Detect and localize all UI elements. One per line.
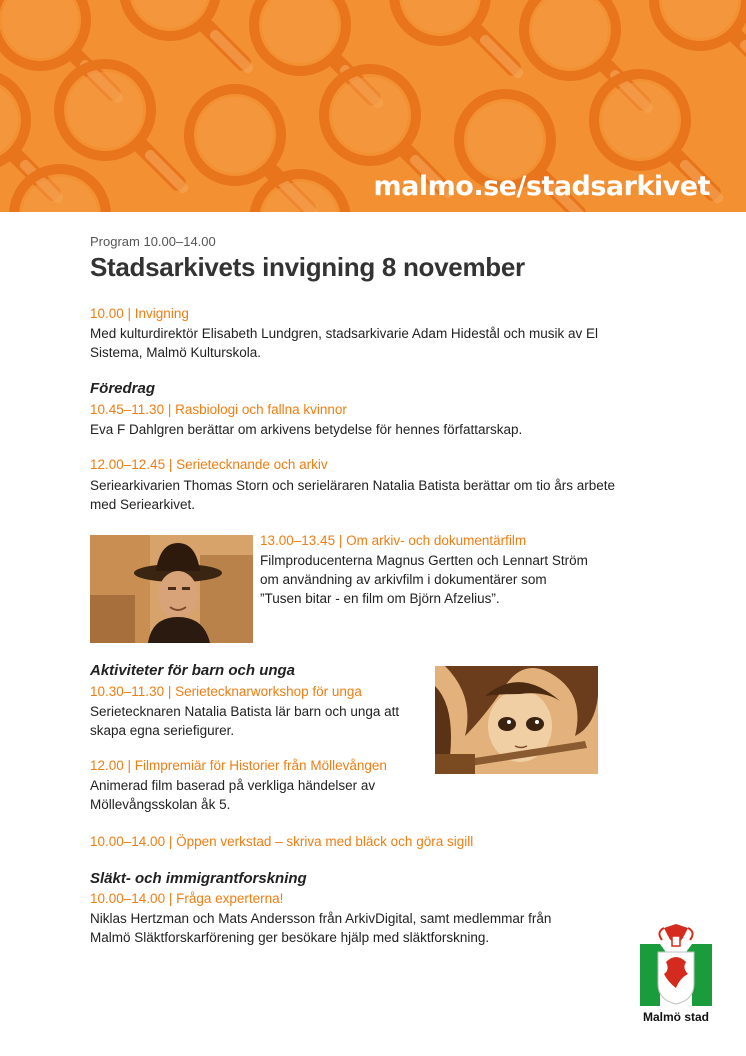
opening-desc: Med kulturdirektör Elisabeth Lundgren, stadsarkivarie Adam Hidestål och musik av El Sistema, Malmö Kulturskola. bbox=[90, 326, 598, 360]
kids-1-time-title: 10.30–11.30 | Serietecknarworkshop för unga bbox=[90, 684, 362, 699]
section-heading-genealogy: Släkt- och immigrantforskning bbox=[90, 870, 307, 887]
genealogy-1-desc: Niklas Hertzman och Mats Andersson från ArkivDigital, samt medlemmar från Malmö Släktforskarförening ger besökare hjälp med släktforskning. bbox=[90, 911, 552, 945]
program-subtitle: Program 10.00–14.00 bbox=[90, 234, 216, 249]
header-banner bbox=[0, 0, 746, 212]
lecture-1-time-title: 10.45–11.30 | Rasbiologi och fallna kvinnor bbox=[90, 402, 347, 417]
genealogy-1-time-title: 10.00–14.00 | Fråga experterna! bbox=[90, 891, 284, 906]
logo-text: Malmö stad bbox=[642, 1010, 709, 1024]
page-title: Stadsarkivets invigning 8 november bbox=[90, 252, 525, 282]
kids-1-desc: Serietecknaren Natalia Batista lär barn och unga att skapa egna seriefigurer. bbox=[90, 704, 400, 738]
malmo-coat-of-arms-icon bbox=[638, 922, 714, 1008]
malmo-stad-logo bbox=[638, 922, 714, 1026]
section-heading-kids: Aktiviteter för barn och unga bbox=[90, 662, 296, 679]
kids-2-desc: Animerad film baserad på verkliga händelser av Möllevångsskolan åk 5. bbox=[90, 778, 376, 812]
photo-manga-illustration bbox=[435, 666, 598, 774]
photo-filmmaker bbox=[90, 535, 253, 643]
lecture-2-time-title: 12.00–12.45 | Serietecknande och arkiv bbox=[90, 457, 328, 472]
lecture-3-desc: Filmproducenterna Magnus Gertten och Lennart Ström om användning av arkivfilm i dokumentärer som ”Tusen bitar - en film om Björn Afzelius”. bbox=[260, 553, 588, 606]
lecture-3-time-title: 13.00–13.45 | Om arkiv- och dokumentärfilm bbox=[260, 533, 527, 548]
opening-time-title: 10.00 | Invigning bbox=[90, 306, 189, 321]
banner-url[interactable]: malmo.se/stadsarkivet bbox=[373, 171, 710, 202]
lecture-2-desc: Seriearkivarien Thomas Storn och serieläraren Natalia Batista berättar om tio års arbete med Seriearkivet. bbox=[90, 478, 615, 512]
section-heading-lectures: Föredrag bbox=[90, 380, 156, 397]
kids-3-time-title: 10.00–14.00 | Öppen verkstad – skriva med bläck och göra sigill bbox=[90, 834, 474, 849]
kids-2-time-title: 12.00 | Filmpremiär för Historier från Möllevången bbox=[90, 758, 387, 773]
lecture-1-desc: Eva F Dahlgren berättar om arkivens betydelse för hennes författarskap. bbox=[90, 422, 523, 437]
